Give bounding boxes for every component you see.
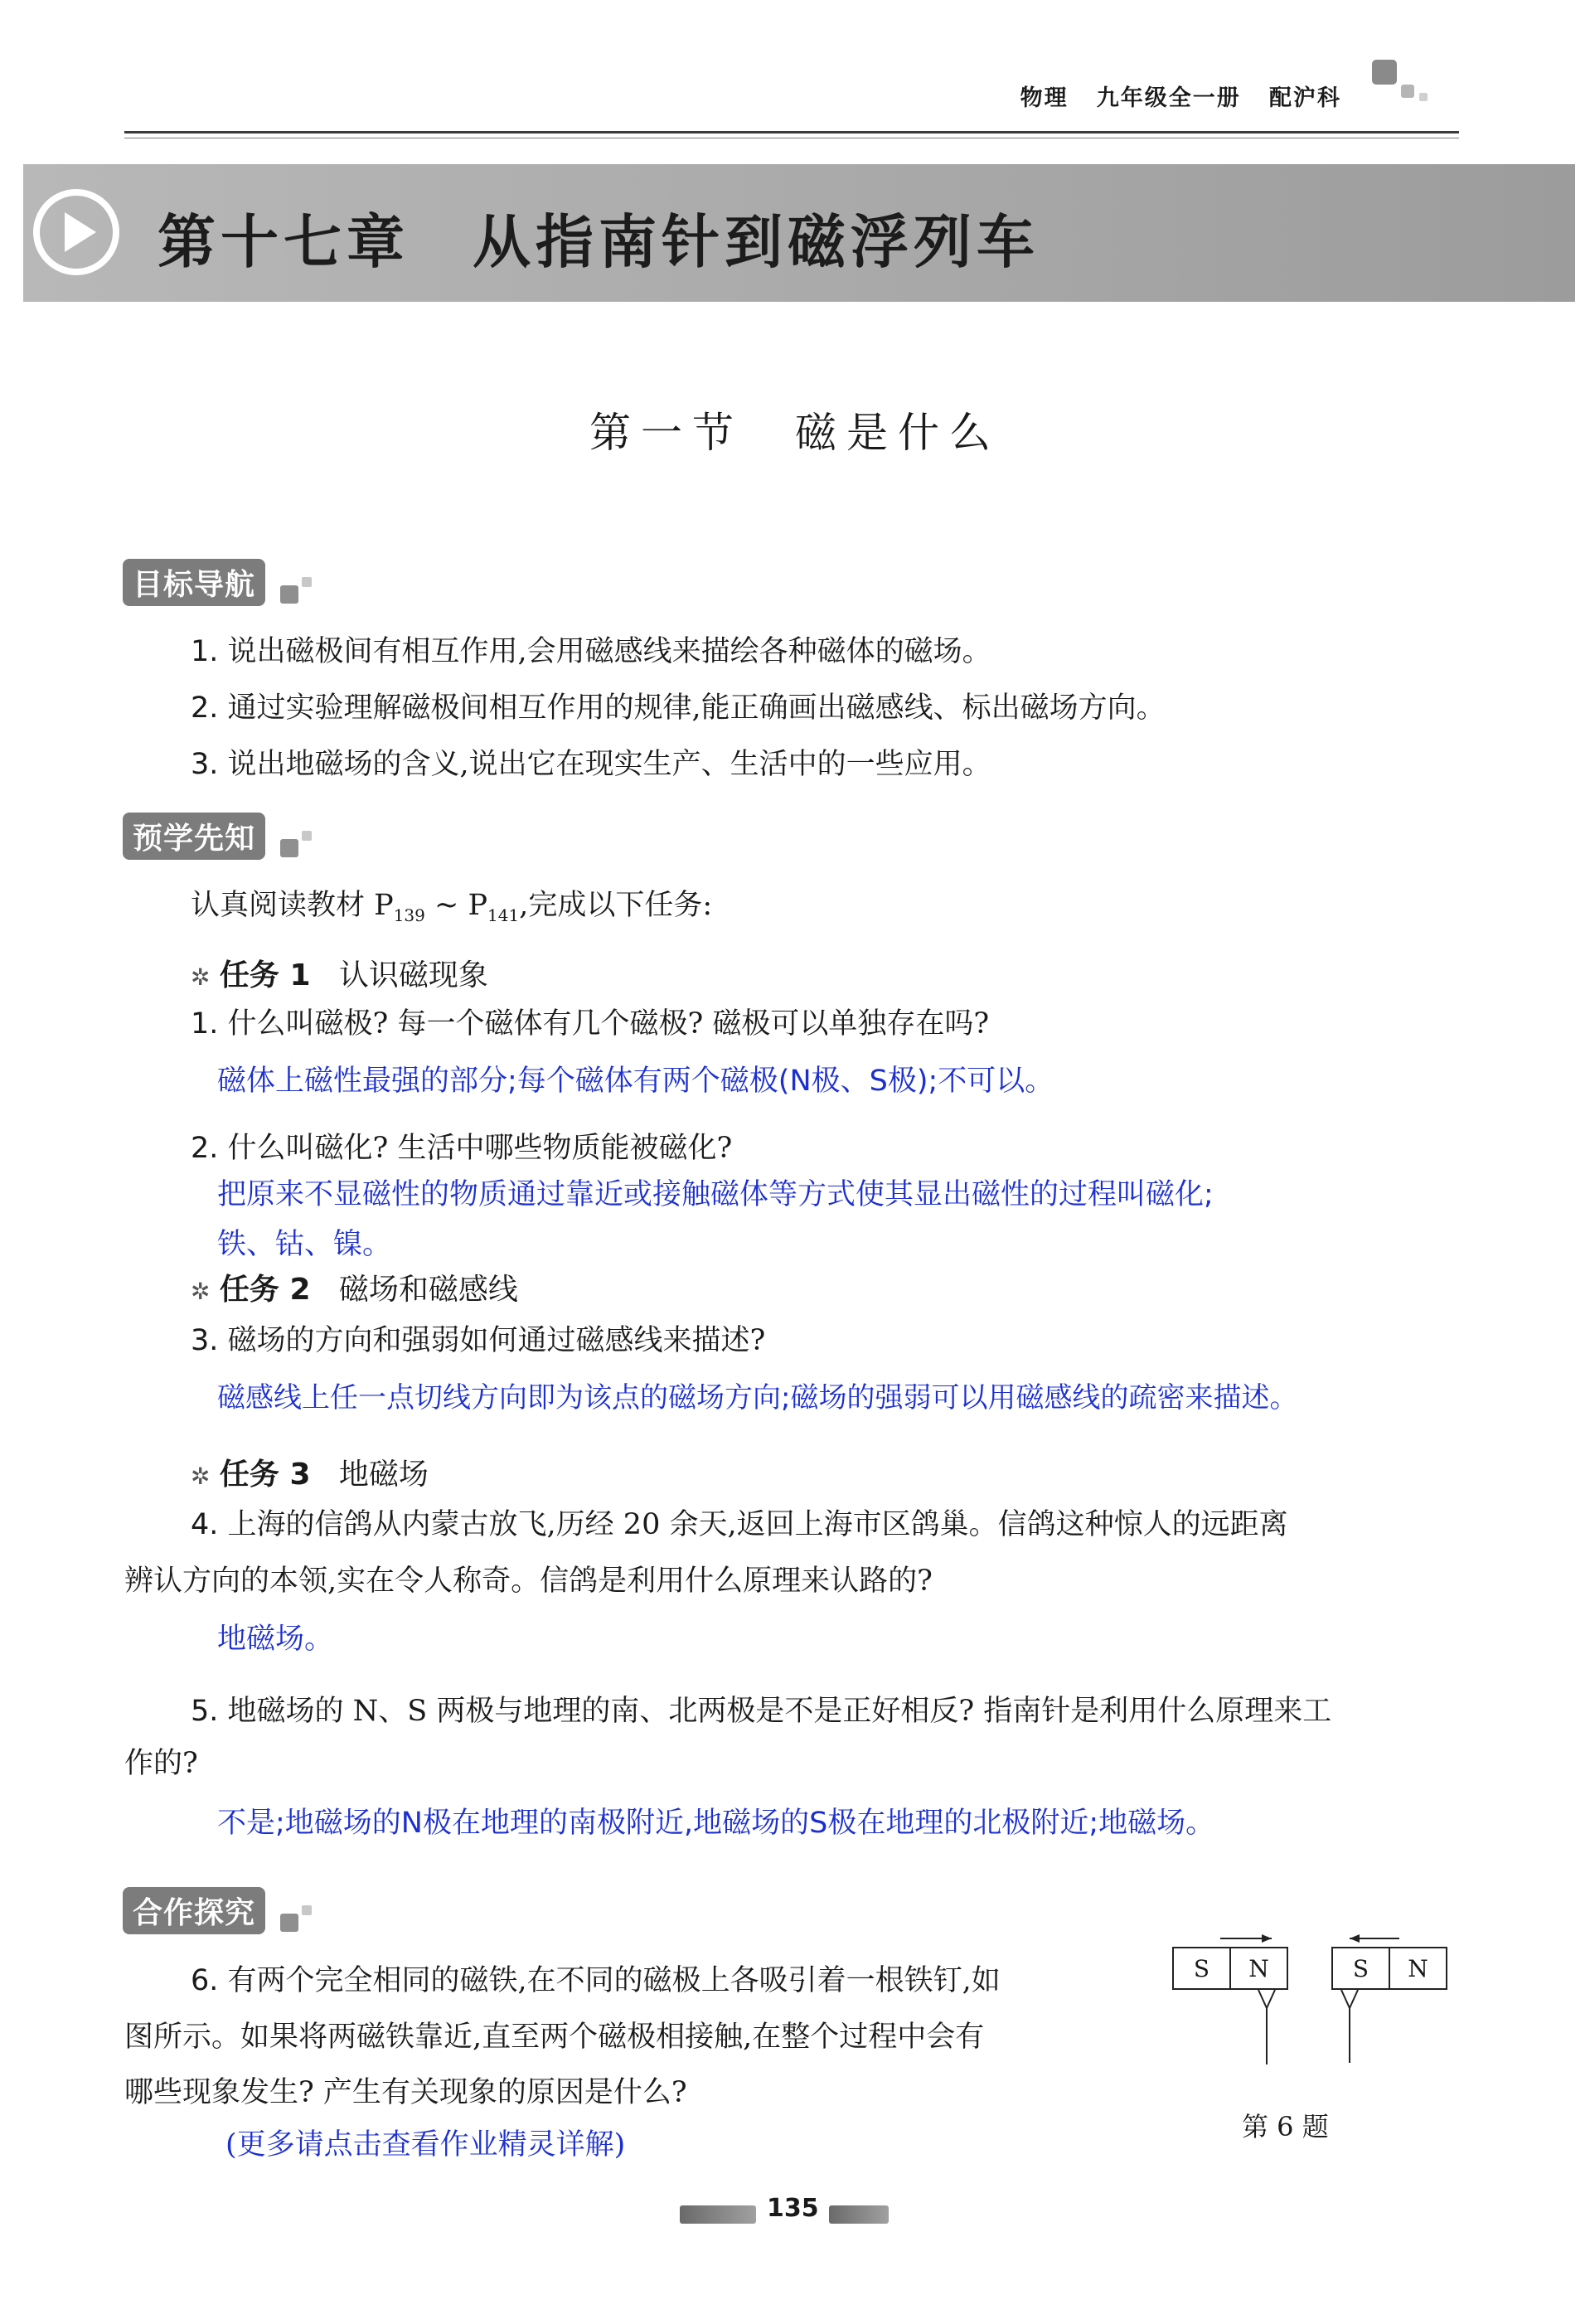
question-6: 6. 有两个完全相同的磁铁,在不同的磁极上各吸引着一根铁钉,如: [191, 1964, 1001, 1997]
question-4-cont: 辨认方向的本领,实在令人称奇。信鸽是利用什么原理来认路的?: [124, 1565, 933, 1598]
header-decor-square: [1372, 60, 1397, 85]
footer-decor-right: [829, 2205, 889, 2224]
tag-decor-square: [280, 839, 298, 857]
page-header: [1020, 80, 1341, 112]
header-edition: 配沪科: [1269, 85, 1341, 111]
left-magnet: [1172, 1947, 1288, 1990]
left-magnet-pole-s: S: [1193, 1954, 1210, 1982]
gear-icon: ✲: [191, 963, 211, 991]
preview-tag: 预学先知: [123, 813, 265, 860]
question-5-cont: 作的?: [124, 1747, 198, 1780]
tag-decor-square: [280, 585, 298, 604]
task-2-heading: ✲ 任务 2 磁场和磁感线: [191, 1273, 518, 1307]
answer-2-line-1: 把原来不显磁性的物质通过靠近或接触磁体等方式使其显出磁性的过程叫磁化;: [217, 1178, 1214, 1211]
question-5: 5. 地磁场的 N、S 两极与地理的南、北两极是不是正好相反? 指南针是利用什么原理来工: [191, 1695, 1332, 1728]
goals-tag: 目标导航: [123, 559, 265, 606]
play-icon: [33, 189, 119, 275]
question-2: 2. 什么叫磁化? 生活中哪些物质能被磁化?: [191, 1132, 733, 1165]
answer-3: 磁感线上任一点切线方向即为该点的磁场方向;磁场的强弱可以用磁感线的疏密来描述。: [217, 1381, 1298, 1414]
tag-decor-square-small: [302, 1905, 312, 1915]
magnet-figure: [1169, 1932, 1476, 2142]
gear-icon: ✲: [191, 1278, 211, 1305]
footer-decor-left: [680, 2205, 756, 2224]
task-3-heading: ✲ 任务 3 地磁场: [191, 1458, 429, 1492]
answer-1: 磁体上磁性最强的部分;每个磁体有两个磁极(N极、S极);不可以。: [217, 1065, 1054, 1098]
question-4: 4. 上海的信鸽从内蒙古放飞,历经 20 余天,返回上海市区鸽巢。信鸽这种惊人的远距离: [191, 1508, 1288, 1541]
header-decor-square-small: [1401, 85, 1414, 98]
answer-4: 地磁场。: [217, 1623, 334, 1656]
right-magnet-pole-n: N: [1389, 1948, 1446, 1988]
preview-intro: 认真阅读教材 $P_{139}$ ~ $P_{141}$,完成以下任务:: [191, 889, 713, 925]
question-3: 3. 磁场的方向和强弱如何通过磁感线来描述?: [191, 1324, 766, 1357]
right-magnet-pole-s: S: [1352, 1954, 1369, 1982]
figure-caption: 第 6 题: [1242, 2111, 1329, 2142]
header-rule: [124, 131, 1459, 133]
question-6-cont: 哪些现象发生? 产生有关现象的原因是什么?: [124, 2076, 687, 2109]
chapter-title: 第十七章 从指南针到磁浮列车: [158, 208, 1040, 276]
tag-decor-square-small: [302, 831, 312, 841]
page-number: 135: [767, 2194, 819, 2223]
goal-item: 2. 通过实验理解磁极间相互作用的规律,能正确画出磁感线、标出磁场方向。: [191, 691, 1166, 725]
answer-2-line-2: 铁、钴、镍。: [217, 1228, 392, 1261]
answer-5: 不是;地磁场的N极在地理的南极附近,地磁场的S极在地理的北极附近;地磁场。: [217, 1807, 1215, 1840]
header-decor-square-tiny: [1419, 93, 1428, 101]
goal-item: 1. 说出磁极间有相互作用,会用磁感线来描绘各种磁体的磁场。: [191, 635, 991, 668]
question-6-cont: 图所示。如果将两磁铁靠近,直至两个磁极相接触,在整个过程中会有: [124, 2021, 985, 2054]
goal-item: 3. 说出地磁场的含义,说出它在现实生产、生活中的一些应用。: [191, 748, 991, 781]
header-subject: 物理: [1020, 85, 1069, 111]
question-1: 1. 什么叫磁极? 每一个磁体有几个磁极? 磁极可以单独存在吗?: [191, 1007, 990, 1041]
tag-decor-square: [280, 1914, 298, 1932]
explore-tag: 合作探究: [123, 1887, 265, 1934]
left-magnet-pole-n: N: [1229, 1948, 1287, 1988]
section-title: 第一节 磁是什么: [589, 409, 1001, 457]
task-1-heading: ✲ 任务 1 认识磁现象: [191, 958, 488, 992]
gear-icon: ✲: [191, 1463, 211, 1490]
header-grade: 九年级全一册: [1096, 85, 1241, 111]
right-magnet: [1331, 1947, 1447, 1990]
more-details-link[interactable]: (更多请点击查看作业精灵详解): [225, 2128, 626, 2161]
tag-decor-square-small: [302, 577, 312, 587]
